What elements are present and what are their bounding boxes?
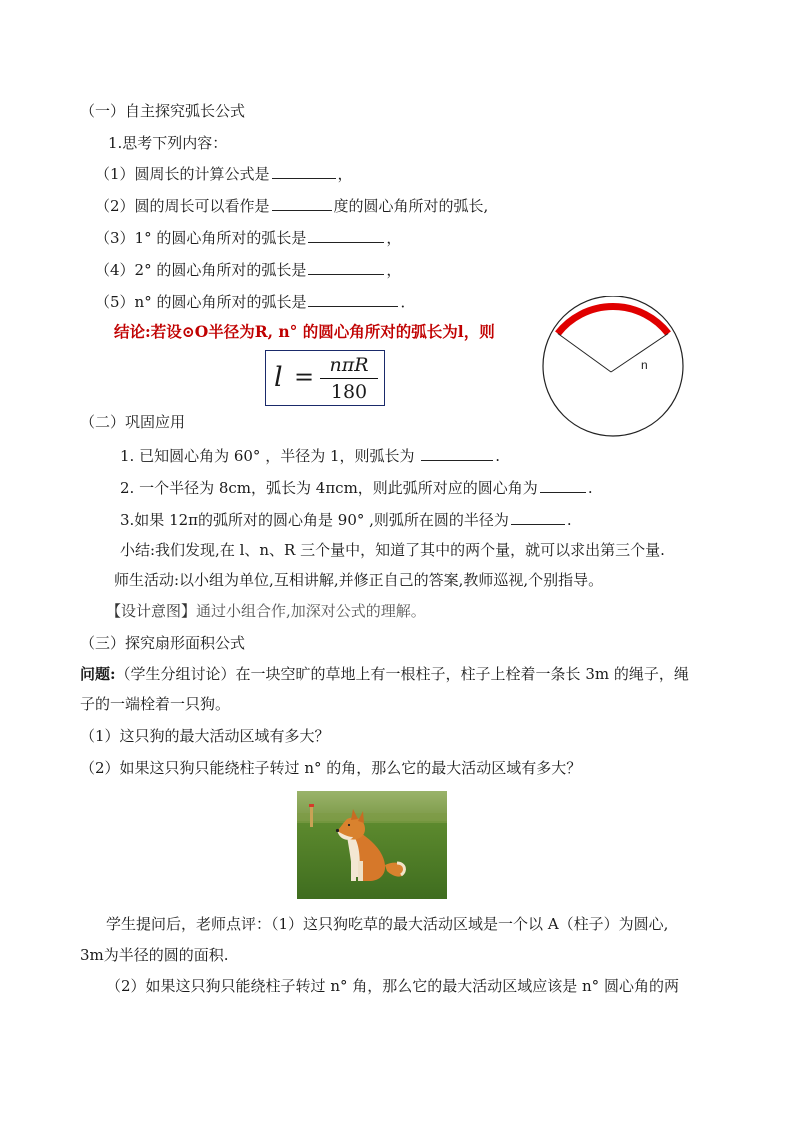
formula-equals: = [294,363,315,391]
dog-on-grass-photo [297,791,447,899]
question-intro: 1.思考下列内容： [108,134,228,152]
problem-line-1: 问题:（学生分组讨论）在一块空旷的草地上有一根柱子，柱子上栓着一条长 3m 的绳子，绳 [80,665,689,683]
sub-question-2: （2）如果这只狗只能绕柱子转过 n° 的角，那么它的最大活动区域有多大？ [80,759,582,777]
radius-left [558,334,611,373]
answer-blank-1[interactable] [272,162,336,179]
problem-label: 问题: [80,665,116,683]
question-4: （4）2° 的圆心角所对的弧长是 ， [95,258,401,281]
radius-right [611,334,668,373]
teacher-comment-line-2: 3m为半径的圆的面积. [80,946,229,964]
sub-question-1: （1）这只狗的最大活动区域有多大？ [80,727,330,745]
practice-2: 2. 一个半径为 8cm，弧长为 4πcm，则此弧所对应的圆心角为 . [120,476,593,499]
answer-blank-4[interactable] [308,258,384,275]
circle-outline [543,296,683,436]
answer-blank-2[interactable] [272,194,332,211]
question-3: （3）1° 的圆心角所对的弧长是 ， [95,226,401,249]
design-intent: 【设计意图】通过小组合作,加深对公式的理解。 [106,602,426,620]
practice-blank-3[interactable] [511,508,565,525]
practice-blank-1[interactable] [421,444,493,461]
conclusion-text: 结论:若设⊙O半径为R, n° 的圆心角所对的弧长为l，则 [114,322,495,341]
teacher-comment-line-3: （2）如果这只狗只能绕柱子转过 n° 角，那么它的最大活动区域应该是 n° 圆心角的两 [106,977,679,995]
practice-1: 1. 已知圆心角为 60° ，半径为 1，则弧长为 . [120,444,500,467]
section-heading-application: （二）巩固应用 [80,413,186,431]
problem-line-2: 子的一端栓着一只狗。 [80,695,231,713]
answer-blank-3[interactable] [308,226,384,243]
formula-denominator: 180 [330,381,368,403]
arc-length-formula [265,350,385,406]
practice-blank-2[interactable] [540,476,586,493]
angle-label-n: n [641,358,648,372]
question-2: （2）圆的周长可以看作是 度的圆心角所对的弧长, [95,194,488,217]
highlighted-arc [558,307,668,334]
question-1: （1）圆周长的计算公式是 ， [95,162,353,185]
teacher-comment-line-1: 学生提问后，老师点评：（1）这只狗吃草的最大活动区域是一个以 A（柱子）为圆心, [106,915,669,933]
question-5: （5）n° 的圆心角所对的弧长是 ． [95,290,416,313]
practice-3: 3.如果 12π的弧所对的圆心角是 90° ,则弧所在圆的半径为 . [120,508,572,531]
formula-numerator: nπR [329,354,369,376]
answer-blank-5[interactable] [308,290,398,307]
fraction-bar [320,378,378,379]
section-heading-arc-length: （一）自主探究弧长公式 [80,102,246,120]
section-heading-sector-area: （三）探究扇形面积公式 [80,634,246,652]
circle-arc-diagram [540,296,690,441]
activity-text: 师生活动:以小组为单位,互相讲解,并修正自己的答案,教师巡视,个别指导。 [114,571,604,589]
formula-lhs: l [274,362,283,393]
summary-text: 小结:我们发现,在 l、n、R 三个量中，知道了其中的两个量，就可以求出第三个量. [120,541,665,559]
